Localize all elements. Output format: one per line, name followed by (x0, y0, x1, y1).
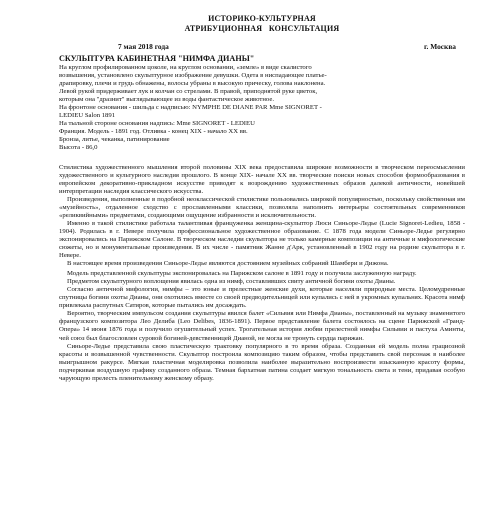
description-line: Франция. Модель - 1891 год. Отливка - конец XIX - начало XX вв. (59, 128, 248, 136)
body-paragraph: Именно в такой стилистике работала талантливая француженка женщина-скульптор Люси Синьоре-Ледье (Lucie Signoret-Ledieu, 1858 - 1904). Родилась в г. Невере получила профессиональное художественное образование. С 1878 года модели Синьоре-Ледье регулярно экспонировались на Парижском Салоне. В творческом наследии скульптора не только камерные композиции на античные и мифологические сюжеты, но и монументальные произведения. В их числе - памятник Жанне д'Арк, установленный в 1902 году на родине скульптора в г. Невере. (59, 219, 465, 260)
body-paragraph: Вероятно, творческим импульсом создания скульптуры явился балет «Сильвия или Нимфа Дианы», поставленный на музыку знаменитого французского композитора Лео Делиба (Leo Delibes, 1836-1891). Первое представление балета состоялось на сцене Парижской «Гранд-Опера» 14 июня 1876 года и получило огушительный успех. Трогательная история любви прелестной нимфы Сильвии и пастуха Аминты, чей союз был благословлен суровой богиней-девственницей Дианой, не могла не тронуть сердца парижан. (59, 310, 465, 342)
body-paragraph: Согласно античной мифологии, нимфы – это юные и прелестные женские духи, которые населяли природные места. Целомудренные спутницы богини охоты Дианы, они охотились вместе со своей предводительницей или купались с ней в укромных купальнях. Красота нимф привлекала распутных Сатиров, которые пытались им досаждать. (59, 286, 465, 310)
body-paragraph: В настоящее время произведения Синьоре-Ледье являются достоянием музейных собраний Шамбери и Дижона. (67, 260, 389, 268)
body-paragraph: Произведения, выполненные в подобной неоклассической стилистике пользовались широкой популярностью, поскольку свойственная им «музейность», отдаленное сходство с прославленными классики, позволяла наполнить интерьеры состоятельных современников «реликвийными» предметами, создающими ощущение избранности и исключительности. (59, 195, 465, 219)
body-paragraph: Синьоре-Ледье представила свою пластическую трактовку популярного в то время образа. Созданная ей модель полна грациозной красоты и возвышенной чувственности. Скульптор построила композицию таким образом, чтобы представить свой персонаж в наиболее выигрышном ракурсе. Мягкая пластичная моделировка позволила наиболее выразительно воспроизвести изысканную красоту формы, подчеркивая воздушную графику созданного образа. Темная бархатная патина создает мягкую тональность света и тени, придавая особую чарующую прелесть пленительному женскому образу. (59, 342, 465, 382)
description-line: возвышения, установлено скульптурное изображение девушки. Одета в ниспадающее платье- (59, 72, 327, 80)
doc-heading-line2: АТРИБУЦИОННАЯ КОНСУЛЬТАЦИЯ (184, 24, 340, 33)
date-location-row (118, 42, 456, 51)
document-page (0, 14, 500, 514)
description-line: Высота - 86,0 (59, 144, 98, 152)
body-paragraph: Модель представленной скульптуры экспонировалась на Парижском салоне в 1891 году и получила заслуженную награду. (67, 270, 417, 278)
description-line: На круглом профилированном цоколе, на круглом основании, «земле» в виде скалистого (59, 64, 312, 71)
object-description (59, 64, 465, 153)
description-line: драпировку, плечи и грудь обнажены, волосы убраны в высокую прическу, голова наклонена. (59, 80, 326, 88)
body-paragraph: Предметом скульптурного воплощения явилась одна из нимф, составлявших свиту античной богини охоты Дианы. (67, 278, 396, 286)
description-line: LEDIEU Salon 1891 (59, 112, 116, 120)
doc-city: г. Москва (423, 42, 456, 51)
description-line: На фронтоне основания - шильда с надписью: NYMPHE DE DIANE PAR Mme SIGNORET - (59, 104, 322, 112)
description-line: Бронза, литье, чеканка, патинирование (59, 136, 170, 144)
body-paragraph: Стилистика художественного мышления второй половины XIX века предоставила широкие возможности в творческом переосмыслении художественного и культурного наследия прошлого. В конце XIX- начале XX вв. творческие поиски новых способов формообразования в европейском декоративно-прикладном искусстве приводят к возрождению художественных образов далекой античности, новейшей интерпретации наследия классического искусства. (59, 163, 465, 195)
doc-heading-line1: ИСТОРИКО-КУЛЬТУРНАЯ (208, 14, 316, 23)
doc-date: 7 мая 2018 года (118, 42, 169, 51)
article-body (59, 164, 465, 383)
description-line: На тыльной стороне основания надпись: Mme SIGNORET - LEDIEU (59, 120, 255, 128)
description-line: Левой рукой придерживает лук и колчан со стрелами. В правой, приподнятой руке цветок, (59, 88, 318, 96)
object-title: СКУЛЬПТУРА КАБИНЕТНАЯ "НИМФА ДИАНЫ" (59, 54, 255, 63)
description-line: которым она "дразнит" выглядывающее из воды фантастическое животное. (59, 96, 274, 104)
